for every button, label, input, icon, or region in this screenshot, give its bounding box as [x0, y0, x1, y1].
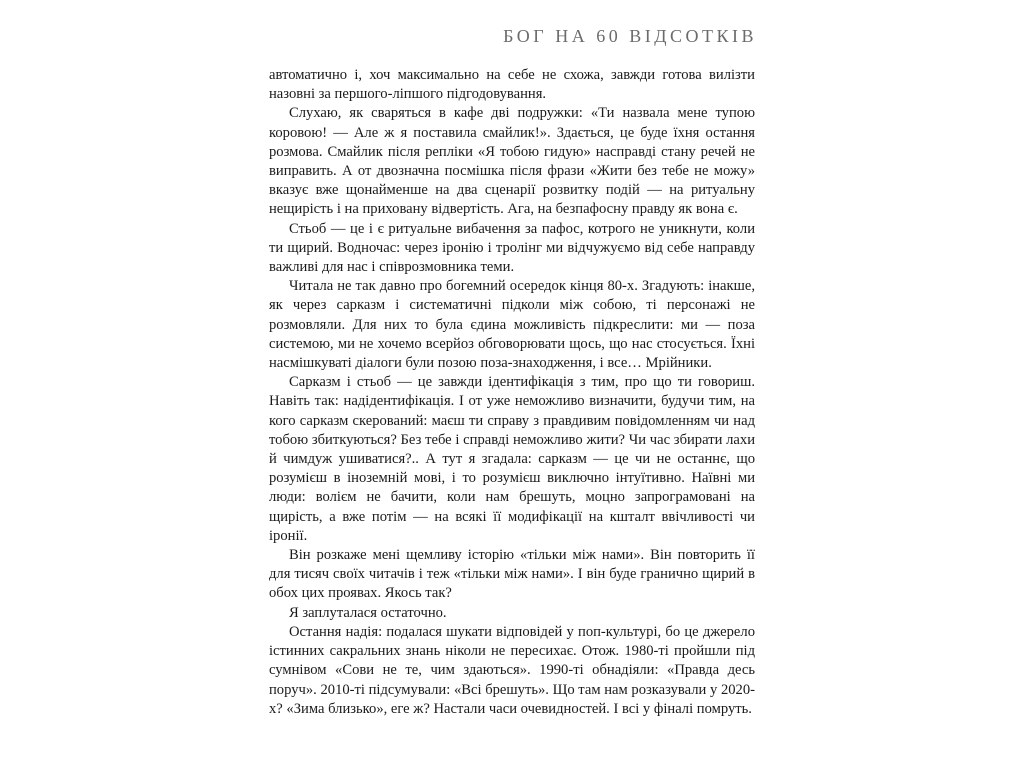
page-body — [269, 66, 755, 719]
paragraph-3: Стьоб — це і є ритуальне вибачення за пафос, котрого не уникнути, коли ти щирий. Водночас: через іронію і тролінг ми відчужуємо від себе направду важливі для нас і співрозмовника теми. — [269, 220, 755, 276]
paragraph-6: Він розкаже мені щемливу історію «тільки між нами». Він повторить її для тисяч своїх читачів і теж «тільки між нами». І він буде гранично щирий в обох цих проявах. Якось так? — [269, 547, 755, 602]
paragraph-5: Сарказм і стьоб — це завжди ідентифікація з тим, про що ти говориш. Навіть так: надідентифікація. І от уже неможливо визначити, будучи тим, на кого сарказм скерований: маєш ти справу з правдивим повідомленням чи над тобою збиткуються? Без тебе і справді неможливо жити? Чи час збирати лахи й чимдуж ушиватися?.. А тут я згадала: сарказм — це чи не останнє, що розумієш в іноземній мові, і то розумієш виключно інтуїтивно. Наївні ми люди: волієм не бачити, коли нам брешуть, моцно запрограмовані на щирість, а вже потім — на всякі її модифікації на кшталт ввічливості чи іронії. — [269, 374, 755, 544]
running-title: БОГ НА 60 ВІДСОТКІВ — [503, 26, 757, 46]
paragraph-4: Читала не так давно про богемний осередок кінця 80-х. Згадують: інакше, як через сарказм і систематичні підколи між собою, ті персонажі не розмовляли. Для них то була єдина можливість підкреслити: ми — поза системою, ми не хочемо всерйоз обговорювати щось, що нас стосується. Їхні насмішкуваті діалоги були позою поза-знаходження, і все… Мрійники. — [269, 278, 755, 372]
paragraph-2: Слухаю, як сваряться в кафе дві подружки: «Ти назвала мене тупою коровою! — Але ж я поставила смайлик!». Здається, це буде їхня остання розмова. Смайлик після репліки «Я тобою гидую» насправді стану речей не виправить. А от двозначна посмішка після фрази «Жити без тебе не можу» вказує вже щонайменше на два сценарії розвитку подій — на ритуальну нещирість і на приховану відвертість. Ага, на безпафосну правду як вона є. — [269, 105, 755, 218]
paragraph-1: автоматично і, хоч максимально на себе не схожа, завжди готова вилізти назовні за першого-ліпшого підгодовування. — [269, 67, 755, 103]
paragraph-7: Я заплуталася остаточно. — [289, 604, 447, 621]
paragraph-8: Остання надія: подалася шукати відповідей у поп-культурі, бо це джерело істинних сакральних знань ніколи не пересихає. Отож. 1980-ті пройшли під сумнівом «Сови не те, чим здаються». 1990-ті обнадіяли: «Правда десь поруч». 2010-ті підсумували: «Всі брешуть». Що там нам розказували у 2020-х? «Зима близько», еге ж? Настали часи очевидностей. І всі у фіналі помруть. — [269, 623, 755, 717]
